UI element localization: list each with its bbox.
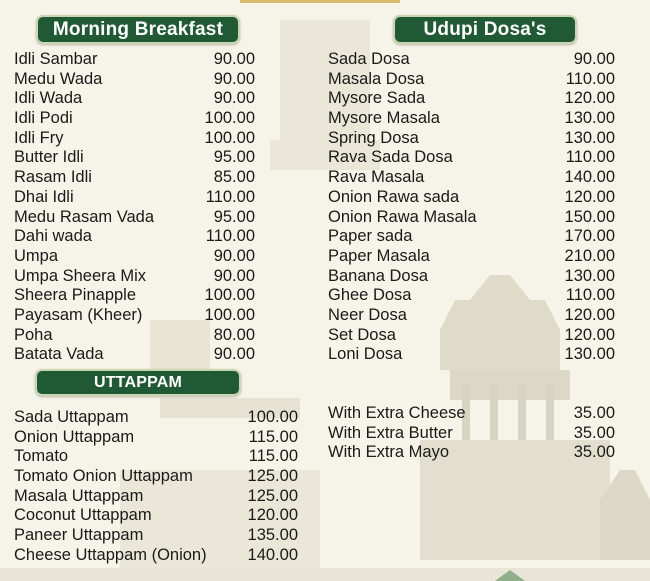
menu-item — [14, 428, 298, 448]
menu-item-name: With Extra Cheese — [328, 404, 466, 422]
menu-item-name: Cheese Uttappam (Onion) — [14, 545, 207, 564]
menu-item-price: 170.00 — [564, 227, 615, 246]
menu-item-name: Rasam Idli — [14, 168, 92, 187]
menu-item-name: Idli Sambar — [14, 50, 98, 68]
menu-item-price: 110.00 — [565, 286, 615, 305]
menu-item — [328, 168, 615, 188]
menu-item — [328, 208, 615, 228]
menu-item-name: Dahi wada — [14, 227, 92, 246]
menu-item-price: 110.00 — [565, 148, 615, 167]
menu-item-name: Coconut Uttappam — [14, 506, 152, 525]
menu-item — [14, 168, 255, 188]
menu-item-name: Medu Rasam Vada — [14, 207, 155, 226]
menu-item-price: 35.00 — [573, 443, 615, 462]
menu-item-name: Butter Idli — [14, 148, 84, 167]
menu-item-name: Ghee Dosa — [328, 286, 412, 305]
menu-item — [14, 227, 255, 247]
menu-item-name: Tomato Onion Uttappam — [14, 467, 193, 486]
menu-item-price: 90.00 — [213, 69, 255, 88]
menu-item — [14, 50, 255, 70]
menu-item-name: Onion Rawa sada — [328, 187, 460, 206]
menu-item-name: Set Dosa — [328, 325, 396, 344]
menu-item-price: 100.00 — [204, 128, 255, 147]
menu-item-name: Paper Masala — [328, 246, 430, 265]
menu-item — [14, 408, 298, 428]
menu-item — [328, 129, 615, 149]
menu-item-price: 85.00 — [213, 168, 255, 187]
menu-item-name: With Extra Butter — [328, 423, 453, 442]
menu-item — [328, 404, 615, 424]
menu-item-price: 120.00 — [564, 325, 615, 344]
menu-item-price: 115.00 — [248, 427, 298, 446]
menu-item-name: Onion Rawa Masala — [328, 207, 477, 226]
menu-item-name: Rava Masala — [328, 168, 425, 187]
menu-item-name: Onion Uttappam — [14, 427, 135, 446]
menu-item-name: Neer Dosa — [328, 305, 407, 324]
menu-item — [328, 306, 615, 326]
menu-item-name: Medu Wada — [14, 69, 103, 88]
top-divider — [240, 0, 400, 3]
menu-item-price: 90.00 — [213, 50, 255, 68]
menu-item-name: Loni Dosa — [328, 345, 403, 364]
menu-item-price: 140.00 — [564, 168, 615, 187]
extras-menu-list — [328, 404, 615, 463]
menu-item — [328, 345, 615, 365]
menu-item — [14, 89, 255, 109]
menu-item-name: Paper sada — [328, 227, 413, 246]
menu-item-price: 135.00 — [247, 526, 298, 545]
menu-item-price: 100.00 — [204, 109, 255, 128]
menu-item — [14, 129, 255, 149]
menu-item-name: Umpa — [14, 246, 59, 265]
menu-item-price: 210.00 — [564, 246, 615, 265]
menu-item-price: 95.00 — [213, 207, 255, 226]
menu-item — [14, 506, 298, 526]
menu-item — [14, 247, 255, 267]
section-title-udupi-dosas: Udupi Dosa's — [393, 15, 577, 44]
menu-item — [14, 286, 255, 306]
menu-item — [328, 70, 615, 90]
menu-item-price: 130.00 — [564, 128, 615, 147]
menu-item-name: Poha — [14, 325, 53, 344]
menu-item-price: 130.00 — [564, 109, 615, 128]
menu-item-price: 115.00 — [248, 447, 298, 466]
menu-item-price: 90.00 — [213, 345, 255, 364]
menu-item-price: 130.00 — [564, 266, 615, 285]
menu-item-price: 120.00 — [564, 305, 615, 324]
menu-item-name: Rava Sada Dosa — [328, 148, 453, 167]
menu-item-name: Idli Fry — [14, 128, 64, 147]
menu-item-name: Sada Uttappam — [14, 408, 129, 426]
menu-item — [14, 267, 255, 287]
menu-item-price: 100.00 — [247, 408, 298, 426]
menu-item — [328, 267, 615, 287]
menu-item — [328, 188, 615, 208]
menu-item — [14, 208, 255, 228]
menu-item — [328, 109, 615, 129]
menu-item — [14, 188, 255, 208]
menu-item — [14, 526, 298, 546]
menu-item-price: 110.00 — [565, 69, 615, 88]
menu-item-name: Tomato — [14, 447, 69, 466]
menu-item-price: 130.00 — [564, 345, 615, 364]
menu-item-name: Sheera Pinapple — [14, 286, 137, 305]
menu-item-name: Banana Dosa — [328, 266, 428, 285]
menu-item — [328, 286, 615, 306]
menu-item-name: Masala Dosa — [328, 69, 425, 88]
menu-item — [14, 70, 255, 90]
menu-item — [328, 148, 615, 168]
menu-item-price: 140.00 — [247, 545, 298, 564]
menu-item — [328, 89, 615, 109]
menu-item-name: Mysore Sada — [328, 89, 426, 108]
menu-item — [328, 247, 615, 267]
menu-item — [328, 326, 615, 346]
menu-item-price: 120.00 — [247, 506, 298, 525]
menu-item — [328, 50, 615, 70]
menu-item-price: 100.00 — [204, 286, 255, 305]
menu-item-name: Mysore Masala — [328, 109, 440, 128]
menu-item-price: 90.00 — [213, 246, 255, 265]
menu-item-name: Idli Podi — [14, 109, 73, 128]
menu-item-price: 110.00 — [205, 227, 255, 246]
menu-item-price: 125.00 — [247, 486, 298, 505]
menu-item — [14, 487, 298, 507]
menu-item — [14, 109, 255, 129]
section-title-uttappam: UTTAPPAM — [35, 369, 241, 396]
menu-item-name: Spring Dosa — [328, 128, 419, 147]
menu-item-name: Payasam (Kheer) — [14, 305, 143, 324]
section-title-morning-breakfast: Morning Breakfast — [36, 15, 240, 44]
menu-item-price: 110.00 — [205, 187, 255, 206]
menu-item — [14, 306, 255, 326]
menu-item-name: Idli Wada — [14, 89, 83, 108]
menu-item-price: 90.00 — [573, 50, 615, 68]
menu-item-price: 90.00 — [213, 266, 255, 285]
menu-item-price: 35.00 — [573, 423, 615, 442]
menu-item-price: 125.00 — [247, 467, 298, 486]
menu-item — [14, 148, 255, 168]
menu-item-price: 90.00 — [213, 89, 255, 108]
menu-item — [14, 546, 298, 566]
menu-item-name: With Extra Mayo — [328, 443, 450, 462]
menu-item — [14, 345, 255, 365]
menu-item-price: 80.00 — [213, 325, 255, 344]
menu-item-name: Paneer Uttappam — [14, 526, 144, 545]
menu-item-name: Umpa Sheera Mix — [14, 266, 147, 285]
menu-item-price: 150.00 — [564, 207, 615, 226]
menu-item — [328, 424, 615, 444]
menu-item-name: Dhai Idli — [14, 187, 74, 206]
menu-item-price: 120.00 — [564, 187, 615, 206]
breakfast-menu-list — [14, 50, 255, 365]
menu-item — [14, 326, 255, 346]
menu-item-name: Batata Vada — [14, 345, 104, 364]
menu-item-price: 100.00 — [204, 305, 255, 324]
menu-item-price: 35.00 — [573, 404, 615, 422]
menu-item — [14, 447, 298, 467]
uttappam-menu-list — [14, 408, 298, 566]
menu-item — [328, 443, 615, 463]
menu-item — [328, 227, 615, 247]
dosa-menu-list — [328, 50, 615, 365]
menu-item-price: 95.00 — [213, 148, 255, 167]
menu-item-name: Sada Dosa — [328, 50, 410, 68]
menu-item — [14, 467, 298, 487]
menu-item-price: 120.00 — [564, 89, 615, 108]
menu-item-name: Masala Uttappam — [14, 486, 144, 505]
